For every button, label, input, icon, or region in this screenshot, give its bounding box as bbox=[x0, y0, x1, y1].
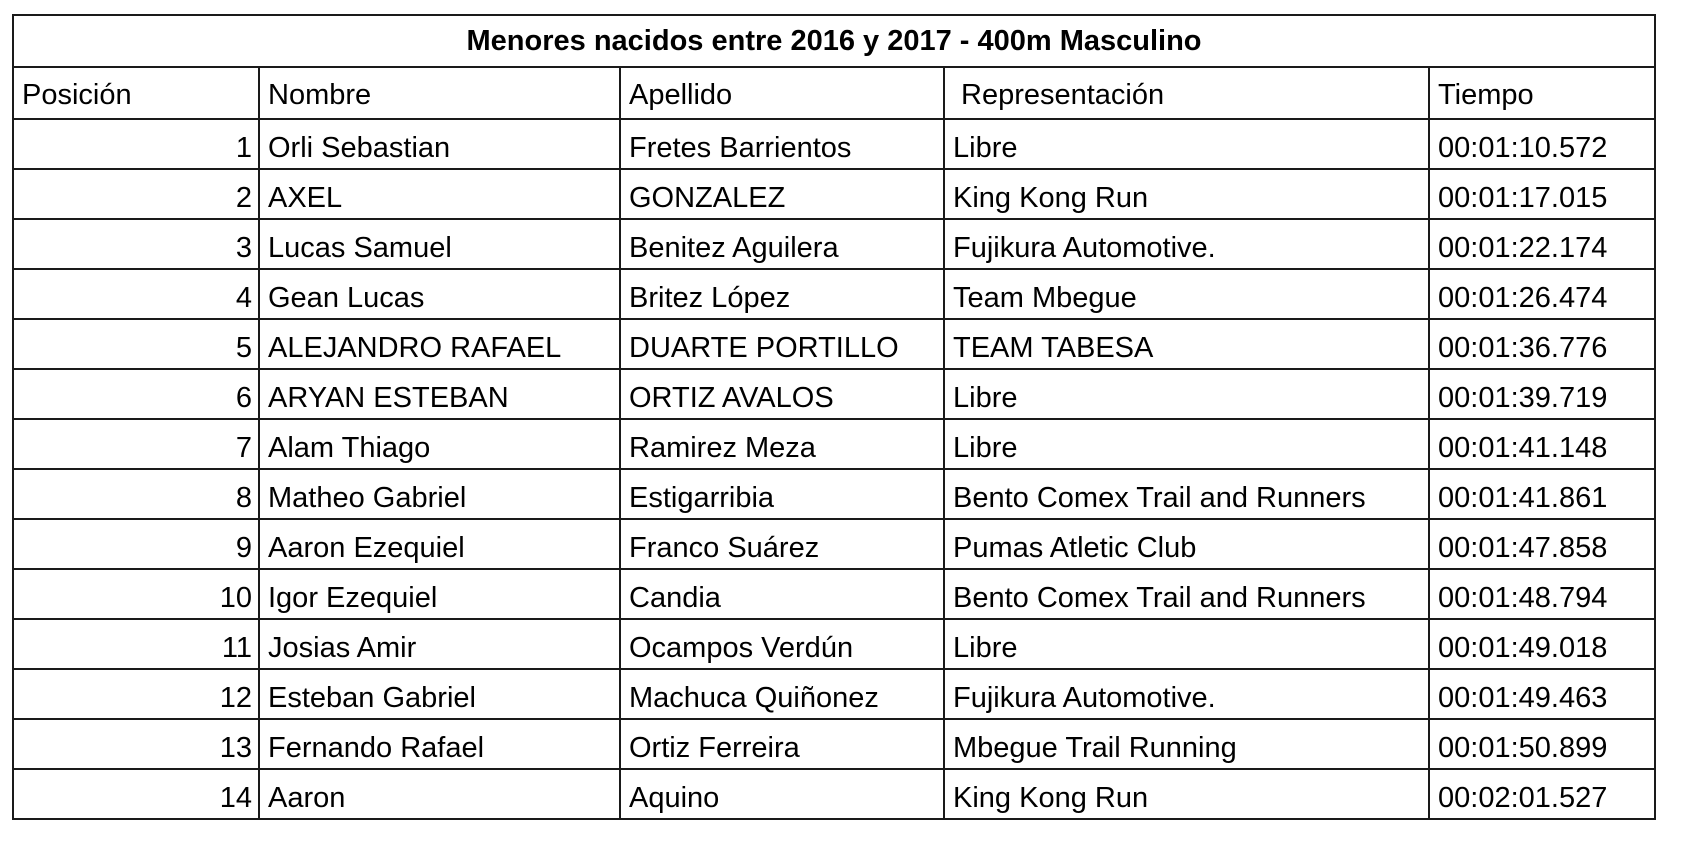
cell-first-name: AXEL bbox=[259, 169, 620, 219]
cell-time: 00:01:17.015 bbox=[1429, 169, 1655, 219]
table-row bbox=[13, 169, 1655, 219]
cell-time: 00:01:49.018 bbox=[1429, 619, 1655, 669]
cell-last-name: Machuca Quiñonez bbox=[620, 669, 944, 719]
cell-position: 7 bbox=[13, 419, 259, 469]
cell-first-name: Matheo Gabriel bbox=[259, 469, 620, 519]
table-row bbox=[13, 219, 1655, 269]
header-first-name: Nombre bbox=[259, 67, 620, 119]
results-table bbox=[12, 14, 1656, 820]
cell-time: 00:01:36.776 bbox=[1429, 319, 1655, 369]
cell-team: Fujikura Automotive. bbox=[944, 669, 1429, 719]
cell-last-name: Britez López bbox=[620, 269, 944, 319]
cell-time: 00:01:22.174 bbox=[1429, 219, 1655, 269]
table-row bbox=[13, 719, 1655, 769]
table-row bbox=[13, 319, 1655, 369]
cell-last-name: DUARTE PORTILLO bbox=[620, 319, 944, 369]
cell-time: 00:01:48.794 bbox=[1429, 569, 1655, 619]
cell-position: 2 bbox=[13, 169, 259, 219]
cell-first-name: Lucas Samuel bbox=[259, 219, 620, 269]
table-row bbox=[13, 519, 1655, 569]
cell-first-name: Gean Lucas bbox=[259, 269, 620, 319]
cell-position: 3 bbox=[13, 219, 259, 269]
cell-last-name: Ortiz Ferreira bbox=[620, 719, 944, 769]
cell-time: 00:01:50.899 bbox=[1429, 719, 1655, 769]
cell-team: Libre bbox=[944, 419, 1429, 469]
cell-first-name: Josias Amir bbox=[259, 619, 620, 669]
cell-position: 4 bbox=[13, 269, 259, 319]
cell-position: 11 bbox=[13, 619, 259, 669]
cell-team: Team Mbegue bbox=[944, 269, 1429, 319]
cell-last-name: Benitez Aguilera bbox=[620, 219, 944, 269]
cell-first-name: Fernando Rafael bbox=[259, 719, 620, 769]
cell-position: 13 bbox=[13, 719, 259, 769]
cell-position: 8 bbox=[13, 469, 259, 519]
cell-team: Bento Comex Trail and Runners bbox=[944, 569, 1429, 619]
table-row bbox=[13, 119, 1655, 169]
cell-first-name: ALEJANDRO RAFAEL bbox=[259, 319, 620, 369]
cell-last-name: Franco Suárez bbox=[620, 519, 944, 569]
table-row bbox=[13, 269, 1655, 319]
cell-last-name: GONZALEZ bbox=[620, 169, 944, 219]
cell-position: 5 bbox=[13, 319, 259, 369]
cell-first-name: Orli Sebastian bbox=[259, 119, 620, 169]
cell-first-name: Aaron Ezequiel bbox=[259, 519, 620, 569]
cell-last-name: Fretes Barrientos bbox=[620, 119, 944, 169]
cell-team: King Kong Run bbox=[944, 169, 1429, 219]
cell-position: 10 bbox=[13, 569, 259, 619]
header-team: Representación bbox=[944, 67, 1429, 119]
cell-first-name: Igor Ezequiel bbox=[259, 569, 620, 619]
cell-last-name: Candia bbox=[620, 569, 944, 619]
table-row bbox=[13, 769, 1655, 819]
cell-last-name: Estigarribia bbox=[620, 469, 944, 519]
table-title: Menores nacidos entre 2016 y 2017 - 400m Masculino bbox=[13, 15, 1655, 67]
cell-team: Mbegue Trail Running bbox=[944, 719, 1429, 769]
cell-time: 00:01:41.148 bbox=[1429, 419, 1655, 469]
cell-team: Fujikura Automotive. bbox=[944, 219, 1429, 269]
cell-time: 00:01:49.463 bbox=[1429, 669, 1655, 719]
header-row bbox=[13, 67, 1655, 119]
cell-time: 00:01:39.719 bbox=[1429, 369, 1655, 419]
table-row bbox=[13, 669, 1655, 719]
cell-first-name: Alam Thiago bbox=[259, 419, 620, 469]
cell-position: 1 bbox=[13, 119, 259, 169]
cell-team: Libre bbox=[944, 369, 1429, 419]
cell-time: 00:01:26.474 bbox=[1429, 269, 1655, 319]
cell-position: 6 bbox=[13, 369, 259, 419]
cell-last-name: Ramirez Meza bbox=[620, 419, 944, 469]
cell-team: TEAM TABESA bbox=[944, 319, 1429, 369]
cell-time: 00:01:10.572 bbox=[1429, 119, 1655, 169]
cell-team: Bento Comex Trail and Runners bbox=[944, 469, 1429, 519]
cell-first-name: Aaron bbox=[259, 769, 620, 819]
table-row bbox=[13, 469, 1655, 519]
cell-first-name: ARYAN ESTEBAN bbox=[259, 369, 620, 419]
cell-position: 14 bbox=[13, 769, 259, 819]
table-row bbox=[13, 569, 1655, 619]
cell-last-name: ORTIZ AVALOS bbox=[620, 369, 944, 419]
cell-team: Libre bbox=[944, 119, 1429, 169]
cell-position: 9 bbox=[13, 519, 259, 569]
cell-team: Pumas Atletic Club bbox=[944, 519, 1429, 569]
cell-last-name: Ocampos Verdún bbox=[620, 619, 944, 669]
table-row bbox=[13, 369, 1655, 419]
cell-time: 00:02:01.527 bbox=[1429, 769, 1655, 819]
cell-team: King Kong Run bbox=[944, 769, 1429, 819]
table-row bbox=[13, 419, 1655, 469]
header-time: Tiempo bbox=[1429, 67, 1655, 119]
header-position: Posición bbox=[13, 67, 259, 119]
cell-time: 00:01:41.861 bbox=[1429, 469, 1655, 519]
title-row bbox=[13, 15, 1655, 67]
cell-time: 00:01:47.858 bbox=[1429, 519, 1655, 569]
cell-first-name: Esteban Gabriel bbox=[259, 669, 620, 719]
header-last-name: Apellido bbox=[620, 67, 944, 119]
cell-last-name: Aquino bbox=[620, 769, 944, 819]
cell-team: Libre bbox=[944, 619, 1429, 669]
table-row bbox=[13, 619, 1655, 669]
cell-position: 12 bbox=[13, 669, 259, 719]
